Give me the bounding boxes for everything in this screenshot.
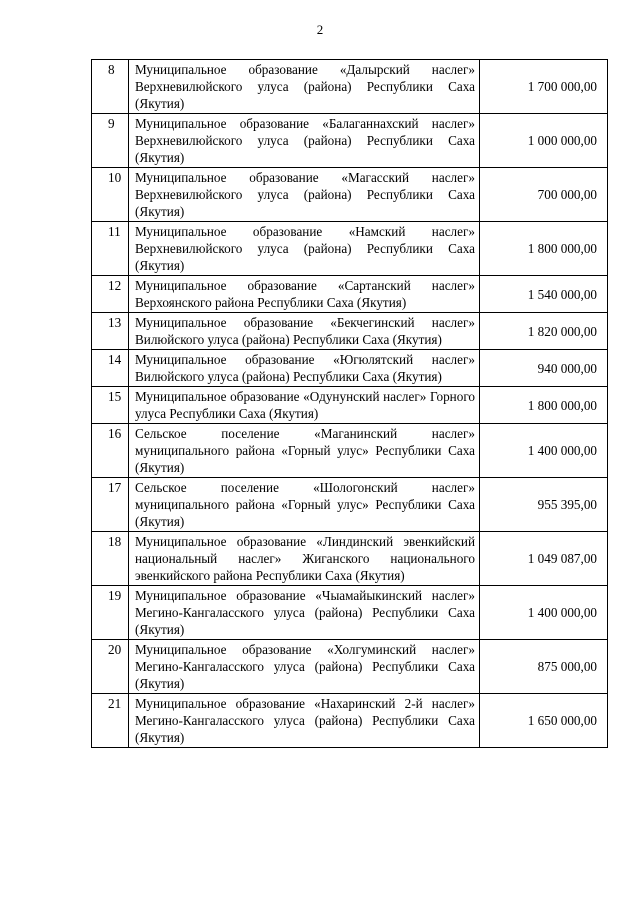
row-number: 12 [92,276,129,313]
table-row [92,168,608,222]
municipality-name: Муниципальное образование «Сартанский наслег» Верхоянского района Республики Саха (Якутия) [129,276,480,313]
amount-value: 1 650 000,00 [480,694,608,748]
row-number: 14 [92,350,129,387]
amount-value: 940 000,00 [480,350,608,387]
municipality-name: Сельское поселение «Маганинский наслег» муниципального района «Горный улус» Республики Саха (Якутия) [129,424,480,478]
table-row [92,114,608,168]
amount-value: 955 395,00 [480,478,608,532]
municipality-name: Муниципальное образование «Далырский наслег» Верхневилюйского улуса (района) Республики Саха (Якутия) [129,60,480,114]
table-row [92,276,608,313]
municipality-name: Сельское поселение «Шологонский наслег» муниципального района «Горный улус» Республики Саха (Якутия) [129,478,480,532]
row-number: 18 [92,532,129,586]
allocation-table [91,59,608,748]
amount-value: 1 700 000,00 [480,60,608,114]
table-row [92,60,608,114]
municipality-name: Муниципальное образование «Магасский наслег» Верхневилюйского улуса (района) Республики Саха (Якутия) [129,168,480,222]
amount-value: 1 400 000,00 [480,586,608,640]
table-row [92,313,608,350]
row-number: 17 [92,478,129,532]
table-row [92,350,608,387]
row-number: 13 [92,313,129,350]
row-number: 11 [92,222,129,276]
municipality-name: Муниципальное образование «Холгуминский наслег» Мегино-Кангаласского улуса (района) Республики Саха (Якутия) [129,640,480,694]
amount-value: 1 800 000,00 [480,222,608,276]
table-row [92,586,608,640]
amount-value: 1 540 000,00 [480,276,608,313]
row-number: 19 [92,586,129,640]
municipality-name: Муниципальное образование «Чыамайыкинский наслег» Мегино-Кангаласского улуса (района) Республики Саха (Якутия) [129,586,480,640]
amount-value: 1 400 000,00 [480,424,608,478]
table-row [92,532,608,586]
municipality-name: Муниципальное образование «Югюлятский наслег» Вилюйского улуса (района) Республики Саха (Якутия) [129,350,480,387]
amount-value: 1 049 087,00 [480,532,608,586]
amount-value: 1 800 000,00 [480,387,608,424]
municipality-name: Муниципальное образование «Линдинский эвенкийский национальный наслег» Жиганского национального эвенкийского района Республики Саха (Якутия) [129,532,480,586]
amount-value: 1 820 000,00 [480,313,608,350]
row-number: 8 [92,60,129,114]
municipality-name: Муниципальное образование «Бекчегинский наслег» Вилюйского улуса (района) Республики Саха (Якутия) [129,313,480,350]
table-row [92,640,608,694]
municipality-name: Муниципальное образование «Одунунский наслег» Горного улуса Республики Саха (Якутия) [129,387,480,424]
row-number: 21 [92,694,129,748]
municipality-name: Муниципальное образование «Намский наслег» Верхневилюйского улуса (района) Республики Саха (Якутия) [129,222,480,276]
amount-value: 1 000 000,00 [480,114,608,168]
row-number: 20 [92,640,129,694]
amount-value: 700 000,00 [480,168,608,222]
table-row [92,424,608,478]
table-row [92,694,608,748]
row-number: 10 [92,168,129,222]
table-row [92,222,608,276]
page-number: 2 [316,22,324,37]
row-number: 15 [92,387,129,424]
table-row [92,387,608,424]
municipality-name: Муниципальное образование «Нахаринский 2-й наслег» Мегино-Кангаласского улуса (района) Республики Саха (Якутия) [129,694,480,748]
amount-value: 875 000,00 [480,640,608,694]
table-row [92,478,608,532]
municipality-name: Муниципальное образование «Балаганнахский наслег» Верхневилюйского улуса (района) Республики Саха (Якутия) [129,114,480,168]
row-number: 9 [92,114,129,168]
row-number: 16 [92,424,129,478]
